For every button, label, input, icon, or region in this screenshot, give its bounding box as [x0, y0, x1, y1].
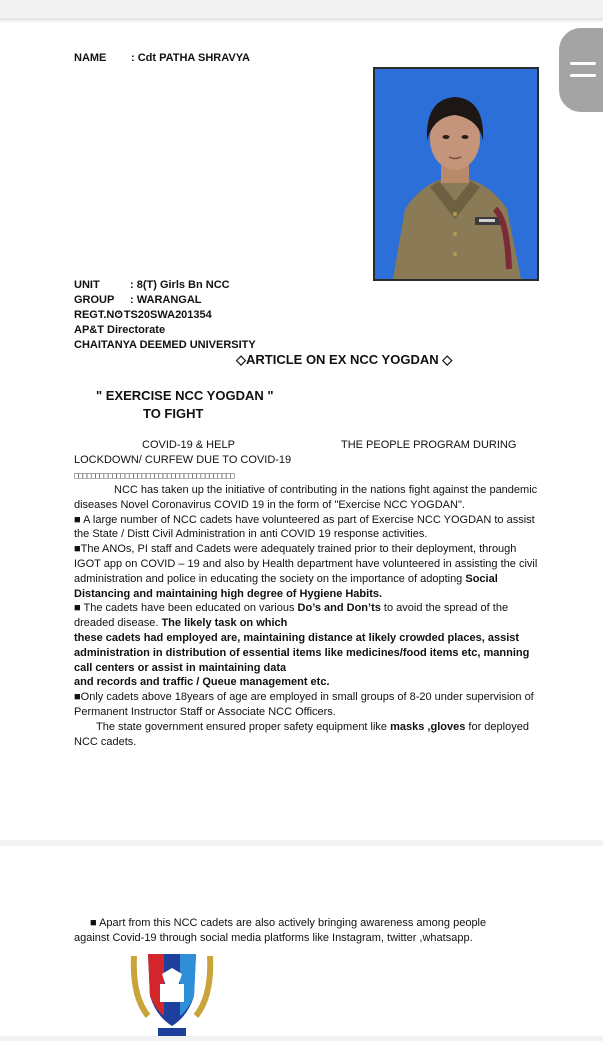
unit-label: UNIT [74, 279, 100, 291]
paragraph-tasks: these cadets had employed are, maintaining distance at likely crowded places, assist administration in distribution of essential items like medicines/food items etc, manning call centers or assist in maintaining data [74, 631, 530, 674]
cadet-photo [373, 67, 539, 281]
cadet-portrait-image [375, 69, 537, 279]
paragraph-training [74, 542, 544, 601]
menu-icon-bar-top [570, 62, 596, 65]
ncc-emblem [128, 946, 216, 1036]
dos-text: ■ The cadets have been educated on various [74, 602, 298, 615]
social-media-text: ■ Apart from this NCC cadets are also actively bringing awareness among people against Covid-19 through social media platforms like Instagram, twitter ,whatsapp. [74, 917, 487, 944]
paragraph-records: and records and traffic / Queue management etc. [74, 676, 330, 689]
regt-label: REGT.NO [74, 309, 123, 321]
group-label: GROUP [74, 294, 115, 306]
training-text: ■The ANOs, PI staff and Cadets were adequately trained prior to their deployment, through IGOT app on COVID – 19 and also by Health department have volunteered in assisting the civil administration and police in educating the society on the importance of adopting [74, 543, 538, 585]
name-label: NAME [74, 52, 107, 64]
paragraph-dos-donts [74, 601, 544, 631]
task-lead: The likely task on which [161, 617, 288, 630]
unit-value: : 8(T) Girls Bn NCC [130, 279, 230, 291]
top-divider [0, 18, 603, 20]
menu-button[interactable] [559, 28, 603, 112]
paragraph-intro: NCC has taken up the initiative of contributing in the nations fight against the pandemic diseases Novel Coronavirus COVID 19 in the form of "Exercise NCC YOGDAN". [74, 484, 538, 511]
article-body [74, 483, 544, 749]
group-value: : WARANGAL [130, 294, 202, 306]
training-emphasis: Social Distancing and maintaining high degree of Hygiene Habits. [74, 572, 498, 600]
paragraph-safety [74, 720, 544, 750]
name-value: : Cdt PATHA SHRAVYA [131, 52, 250, 64]
directorate: AP&T Directorate [74, 324, 166, 336]
dos-text-2: to avoid the spread of the dreaded disease. [74, 602, 509, 630]
placeholder-boxes: □□□□□□□□□□□□□□□□□□□□□□□□□□□□□□□□□□□□□□ [74, 471, 235, 480]
menu-icon-bar-bottom [570, 74, 596, 77]
dos-emphasis: Do’s and Don’ts [297, 602, 381, 615]
subtitle-left: COVID-19 & HELP [142, 439, 235, 451]
safety-emphasis: masks ,gloves [390, 720, 466, 733]
document-page-1 [0, 22, 603, 840]
safety-text-2: for deployed NCC cadets. [74, 720, 529, 748]
university: CHAITANYA DEEMED UNIVERSITY [74, 339, 256, 351]
subtitle-right: THE PEOPLE PROGRAM DURING [341, 439, 517, 451]
paragraph-volunteers: ■ A large number of NCC cadets have volunteered as part of Exercise NCC YOGDAN to assist the State / Distt Civil Administration in anti COVID 19 response activities. [74, 513, 535, 541]
paragraph-social-media [74, 916, 514, 946]
safety-text: The state government ensured proper safety equipment like [96, 720, 391, 733]
document-page-2 [0, 846, 603, 1036]
paragraph-age: ■Only cadets above 18years of age are employed in small groups of 8-20 under supervision of Permanent Instructor Staff or Associate NCC Officers. [74, 691, 534, 718]
regt-value: : TS20SWA201354 [117, 309, 212, 321]
article-title-line1: " EXERCISE NCC YOGDAN " [96, 388, 274, 403]
article-heading: ◇ARTICLE ON EX NCC YOGDAN ◇ [236, 352, 453, 367]
ncc-emblem-icon [128, 946, 216, 1036]
subtitle-line2: LOCKDOWN/ CURFEW DUE TO COVID-19 [74, 454, 292, 466]
article-title-line2: TO FIGHT [143, 406, 204, 421]
